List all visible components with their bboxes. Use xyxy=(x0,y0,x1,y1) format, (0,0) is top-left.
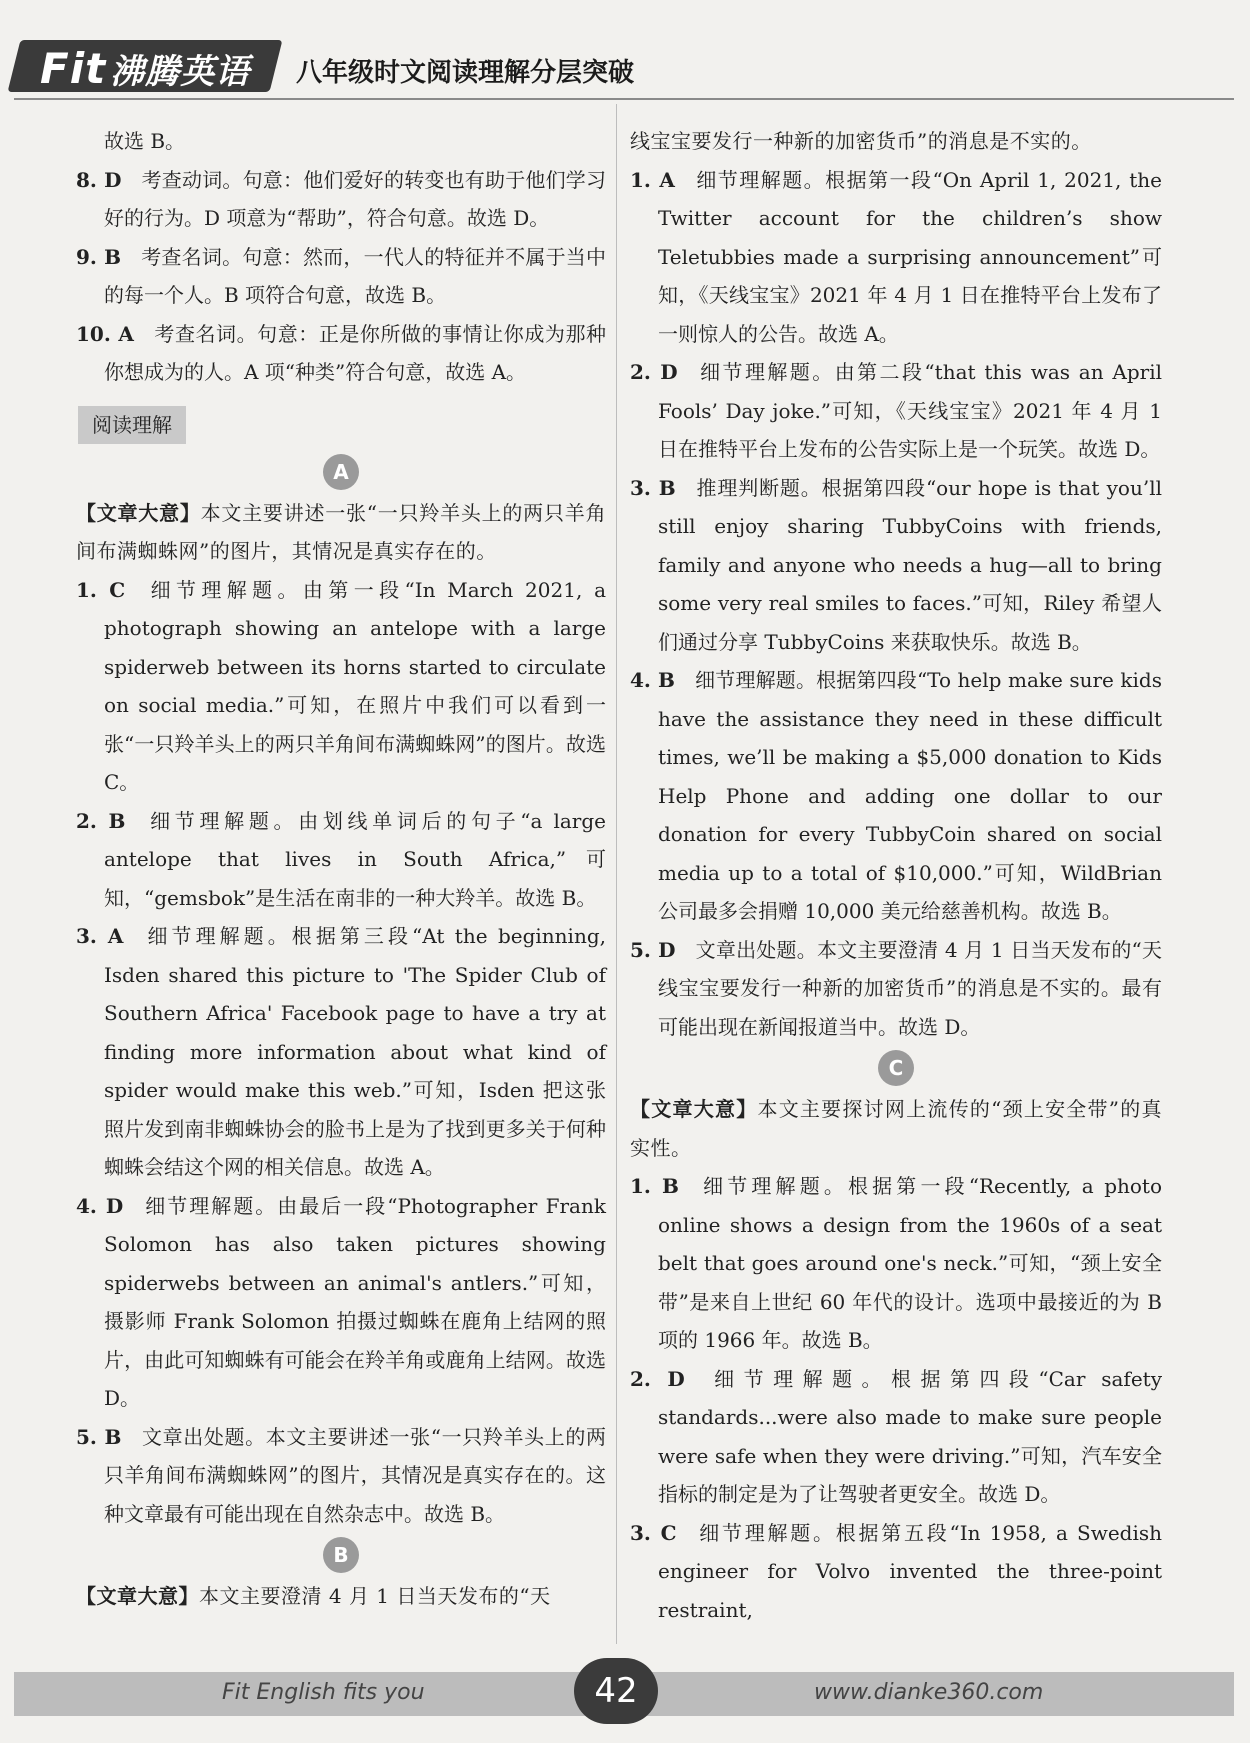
answer-key: 9. B xyxy=(76,244,121,269)
answer-key: 1. A xyxy=(630,167,675,192)
answer-item: 5. B 文章出处题。本文主要讲述一张“一只羚羊头上的两只羊角间布满蜘蛛网”的图片，其情况是真实存在的。这种文章最有可能出现在自然杂志中。故选 B。 xyxy=(76,1424,606,1526)
answer-key: 3. B xyxy=(630,475,676,500)
answer-item: 9. B 考查名词。句意：然而，一代人的特征并不属于当中的每一个人。B 项符合句意，故选 B。 xyxy=(76,244,607,307)
footer-website: www.dianke360.com xyxy=(814,1680,1044,1705)
answer-item: 1. B 细节理解题。根据第一段“Recently, a photo online shows a design from the 1960s of a seat belt that goes around one's neck.”可知，“颈上安全带”是来自上世纪 60 年代的设计。选项中最接近的为 B 项的 1966 年。故选 B。 xyxy=(630,1174,1162,1352)
answer-item: 10. A 考查名词。句意：正是你所做的事情让你成为那种你想成为的人。A 项“种类”符合句意，故选 A。 xyxy=(76,321,606,384)
header-divider xyxy=(14,98,1234,100)
answer-item: 4. D 细节理解题。由最后一段“Photographer Frank Solomon has also taken pictures showing spiderwebs between an animal's antlers.”可知，摄影师 Frank Solomon 拍摄过蜘蛛在鹿角上结网的照片，由此可知蜘蛛有可能会在羚羊角或鹿角上结网。故选 D。 xyxy=(76,1193,606,1410)
answer-item: 8. D 考查动词。句意：他们爱好的转变也有助于他们学习好的行为。D 项意为“帮助”，符合句意。故选 D。 xyxy=(76,167,607,230)
answer-item: 1. C 细节理解题。由第一段“In March 2021, a photograph showing an antelope with a large spiderweb between its horns started to circulate on social media.”可知，在照片中我们可以看到一张“一只羚羊头上的两只羊角间布满蜘蛛网”的图片。故选 C。 xyxy=(76,577,606,794)
answer-key: 2. D xyxy=(630,1366,685,1391)
left-column xyxy=(76,122,606,1616)
answer-key: 1. B xyxy=(630,1174,679,1198)
brand-logo: Fit 沸腾英语 xyxy=(40,44,251,93)
answer-key: 3. C xyxy=(630,1520,677,1545)
answer-key: 10. A xyxy=(76,321,134,346)
column-divider xyxy=(616,104,617,1644)
answer-key: 2. B xyxy=(76,808,126,833)
passage-b-answers xyxy=(630,161,1162,1047)
section-label-reading: 阅读理解 xyxy=(78,406,186,444)
passage-badge-b: B xyxy=(323,1537,359,1573)
answer-item: 3. C 细节理解题。根据第五段“In 1958, a Swedish engineer for Volvo invented the three-point restraint, xyxy=(630,1520,1162,1622)
passage-c-answers xyxy=(630,1167,1162,1629)
footer-slogan: Fit English fits you xyxy=(222,1680,425,1705)
summary-b-continued: 线宝宝要发行一种新的加密货币”的消息是不实的。 xyxy=(630,129,1092,153)
answer-key: 1. C xyxy=(76,577,126,602)
summary-b: 【文章大意】本文主要澄清 4 月 1 日当天发布的“天 xyxy=(76,1584,551,1608)
book-title: 八年级时文阅读理解分层突破 xyxy=(296,58,635,88)
answer-item: 2. D 细节理解题。根据第四段“Car safety standards...were also made to make sure people were safe when they were driving.”可知，汽车安全指标的制定是为了让驾驶者更安全。故选 D。 xyxy=(630,1366,1162,1506)
answer-item: 3. B 推理判断题。根据第四段“our hope is that you’ll still enjoy sharing TubbyCoins with friends, family and anyone who needs a hug—all to bring some very real smiles to faces.”可知，Riley 希望人们通过分享 TubbyCoins 来获取快乐。故选 B。 xyxy=(630,475,1162,654)
carryover-line: 故选 B。 xyxy=(104,129,186,153)
right-column xyxy=(630,122,1162,1629)
answer-key: 8. D xyxy=(76,167,122,192)
summary-c: 【文章大意】本文主要探讨网上流传的“颈上安全带”的真实性。 xyxy=(630,1097,1162,1160)
summary-a: 【文章大意】本文主要讲述一张“一只羚羊头上的两只羊角间布满蜘蛛网”的图片，其情况是真实存在的。 xyxy=(76,500,606,563)
page-number: 42 xyxy=(574,1658,658,1724)
answer-item: 5. D 文章出处题。本文主要澄清 4 月 1 日当天发布的“天线宝宝要发行一种新的加密货币”的消息是不实的。最有可能出现在新闻报道当中。故选 D。 xyxy=(630,937,1162,1039)
page-header xyxy=(14,40,1234,96)
answer-item: 2. B 细节理解题。由划线单词后的句子“a large antelope that lives in South Africa,”可知，“gemsbok”是生活在南非的一种大羚羊。故选 B。 xyxy=(76,808,607,910)
vocab-answer-list xyxy=(76,161,606,392)
answer-item: 4. B 细节理解题。根据第四段“To help make sure kids have the assistance they need in these difficult times, we’ll be making a $5,000 donation to Kids Help Phone and adding one dollar to our donation for every TubbyCoin shared on social media up to a total of $10,000.”可知，WildBrian 公司最多会捐赠 10,000 美元给慈善机构。故选 B。 xyxy=(630,668,1162,923)
answer-key: 5. D xyxy=(630,937,676,962)
answer-item: 3. A 细节理解题。根据第三段“At the beginning, Isden shared this picture to 'The Spider Club of Southern Africa' Facebook page to have a try at finding more information about what kind of spider would make this web.”可知，Isden 把这张照片发到南非蜘蛛协会的脸书上是为了找到更多关于何种蜘蛛会结这个网的相关信息。故选 A。 xyxy=(76,924,606,1179)
answer-item: 2. D 细节理解题。由第二段“that this was an April Fools’ Day joke.”可知，《天线宝宝》2021 年 4 月 1 日在推特平台上发布的公告实际上是一个玩笑。故选 D。 xyxy=(630,360,1162,461)
passage-badge-c: C xyxy=(878,1050,914,1086)
answer-key: 4. B xyxy=(630,668,675,692)
answer-key: 5. B xyxy=(76,1424,122,1449)
answer-key: 4. D xyxy=(76,1193,124,1218)
passage-badge-a: A xyxy=(323,454,359,490)
answer-key: 3. A xyxy=(76,924,124,948)
answer-item: 1. A 细节理解题。根据第一段“On April 1, 2021, the Twitter account for the children’s show Teletubbies made a surprising announcement”可知，《天线宝宝》2021 年 4 月 1 日在推特平台上发布了一则惊人的公告。故选 A。 xyxy=(630,167,1162,346)
passage-a-answers xyxy=(76,571,606,1534)
answer-key: 2. D xyxy=(630,360,678,384)
